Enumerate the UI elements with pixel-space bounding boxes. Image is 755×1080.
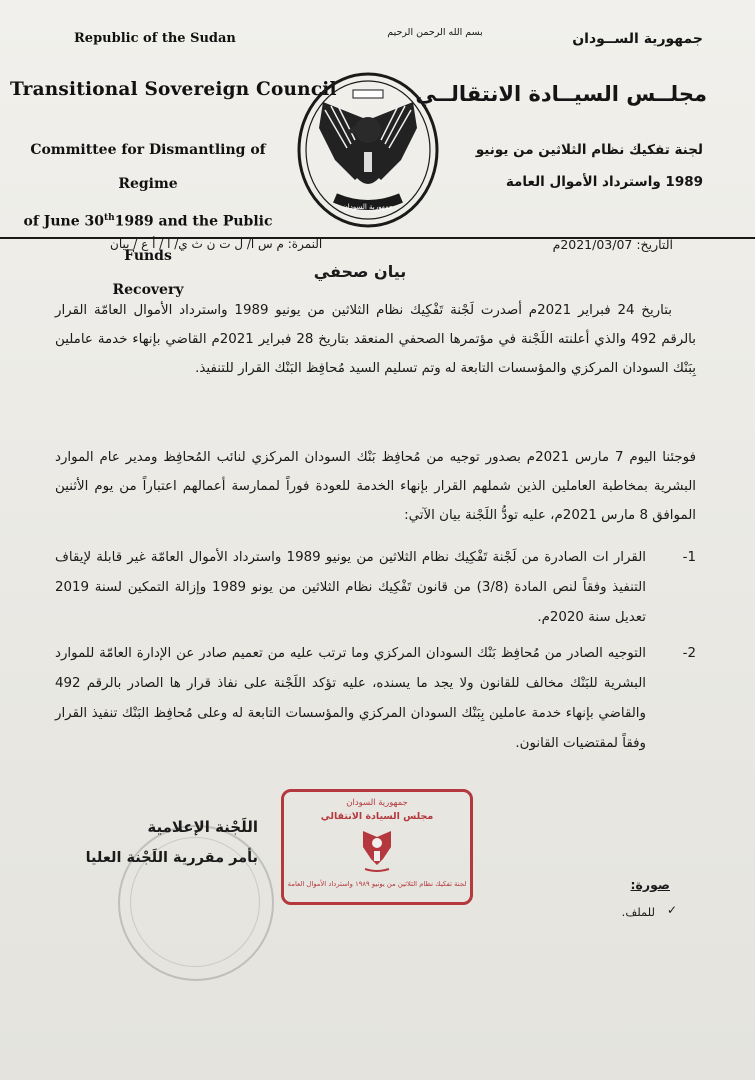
signature-committee: اللَجْنة الإعلامية [147, 818, 258, 836]
list-item-text: القرار ات الصادرة من لَجْنة تَفْكِيك نظام الثلاثين من يونيو 1989 واسترداد الأموال العامّة غير قابلة لإيقاف التنفيذ وفقاً لنص المادة (3/8) من قانون تَفْكِيك نظام الثلاثين من يونو 1989 وإزالة التمكين لسنة 2019 تعديل سنة 2020م. [55, 550, 646, 625]
paragraph-1: بتاريخ 24 فبراير 2021م أصدرت لَجْنة تَفْكِيك نظام الثلاثين من يونيو 1989 واسترداد الأموال العامّة القرار بالرقم 492 والذي أعلنته اللَجْنة في مؤتمرها الصحفي المنعقد بتاريخ 28 فبراير 2021م القاضي بإنهاء خدمة عاملين بِبَنْك السودان المركزي والمؤسسات التابعة له وتم تسليم السيد مُحافِظ البَنْك القرار للتنفيذ. [55, 303, 696, 376]
official-stamp [281, 789, 473, 905]
sudan-emblem-icon [295, 50, 441, 230]
stamp-line-3: لجنة تفكيك نظام الثلاثين من يونيو ١٩٨٩ واسترداد الأموال العامة [287, 880, 467, 888]
list-item-number: -1 [682, 550, 696, 565]
stamp-line-2: مجلس السيادة الانتقالي [320, 811, 434, 822]
header-council-en: Transitional Sovereign Council [10, 79, 337, 100]
copies-item: للملف. [621, 905, 655, 919]
signature-authority: بأمر مقررية اللَجْنة العليا [85, 850, 258, 866]
stamp-line-1: جمهورية السودان [346, 798, 408, 808]
checkmark-icon: ✓ [666, 903, 677, 917]
header-committee-ar: لجنة تفكيك نظام الثلاثين من يونيو 1989 واسترداد الأموال العامة [475, 142, 703, 190]
document-title: بيان صحفي [313, 262, 407, 281]
header-republic-ar: جمهورية الســودان [572, 31, 703, 47]
list-item-text: التوجيه الصادر من مُحافِظ بَنْك السودان المركزي وما ترتب عليه من تعميم صادر عن الإدارة العامّة للموارد البشرية للبَنْك مخالف للقانون ولا يجد ما يسنده، عليه تؤكد اللَجْنة على نفاذ قرار ها الصادر بالرقم 492 والقاضي بإنهاء خدمة عاملين بِبَنْك السودان المركزي والمؤسسات التابعة له وعلى مُحافِظ البَنْك تنفيذ القرار وفقاً لمقتضيات القانون. [55, 646, 646, 751]
stamp-emblem-icon [361, 829, 393, 873]
document-reference: النمرة: م س ا/ ل ت ن ث ي/ ا / أ ع / بيان [110, 237, 323, 251]
list-item-number: -2 [682, 646, 696, 661]
header-republic-en: Republic of the Sudan [74, 31, 236, 46]
list-item [55, 543, 696, 633]
basmala: بسم الله الرحمن الرحيم [387, 27, 483, 38]
document-date: التاريخ: 2021/03/07م [552, 237, 673, 252]
emblem-caption: جمهورية السودان [342, 203, 394, 211]
header-committee-en [10, 133, 286, 307]
paragraph-2: فوجئنا اليوم 7 مارس 2021م بصدور توجيه من مُحافِظ بَنْك السودان المركزي لنائب المُحافِظ ومدير عام الموارد البشرية بمخاطبة العاملين الذين شملهم القرار بإنهاء الخدمة للعودة فوراً لممارسة أعمالهم اعتباراً من يوم الأثنين الموافق 8 مارس 2021م، عليه تودُّ اللَجْنة بيان الآتي: [55, 450, 696, 523]
committee-en-line3: Recovery [112, 281, 184, 298]
header-council-ar: مجلــس السيــادة الانتقالــي [415, 82, 707, 106]
copies-label: صورة: [630, 877, 670, 892]
list-item [55, 639, 696, 759]
faded-seal-icon [118, 825, 274, 981]
committee-en-line2: of June 30th1989 and the Public Funds [23, 213, 273, 264]
committee-en-line1: Committee for Dismantling of Regime [30, 142, 266, 192]
